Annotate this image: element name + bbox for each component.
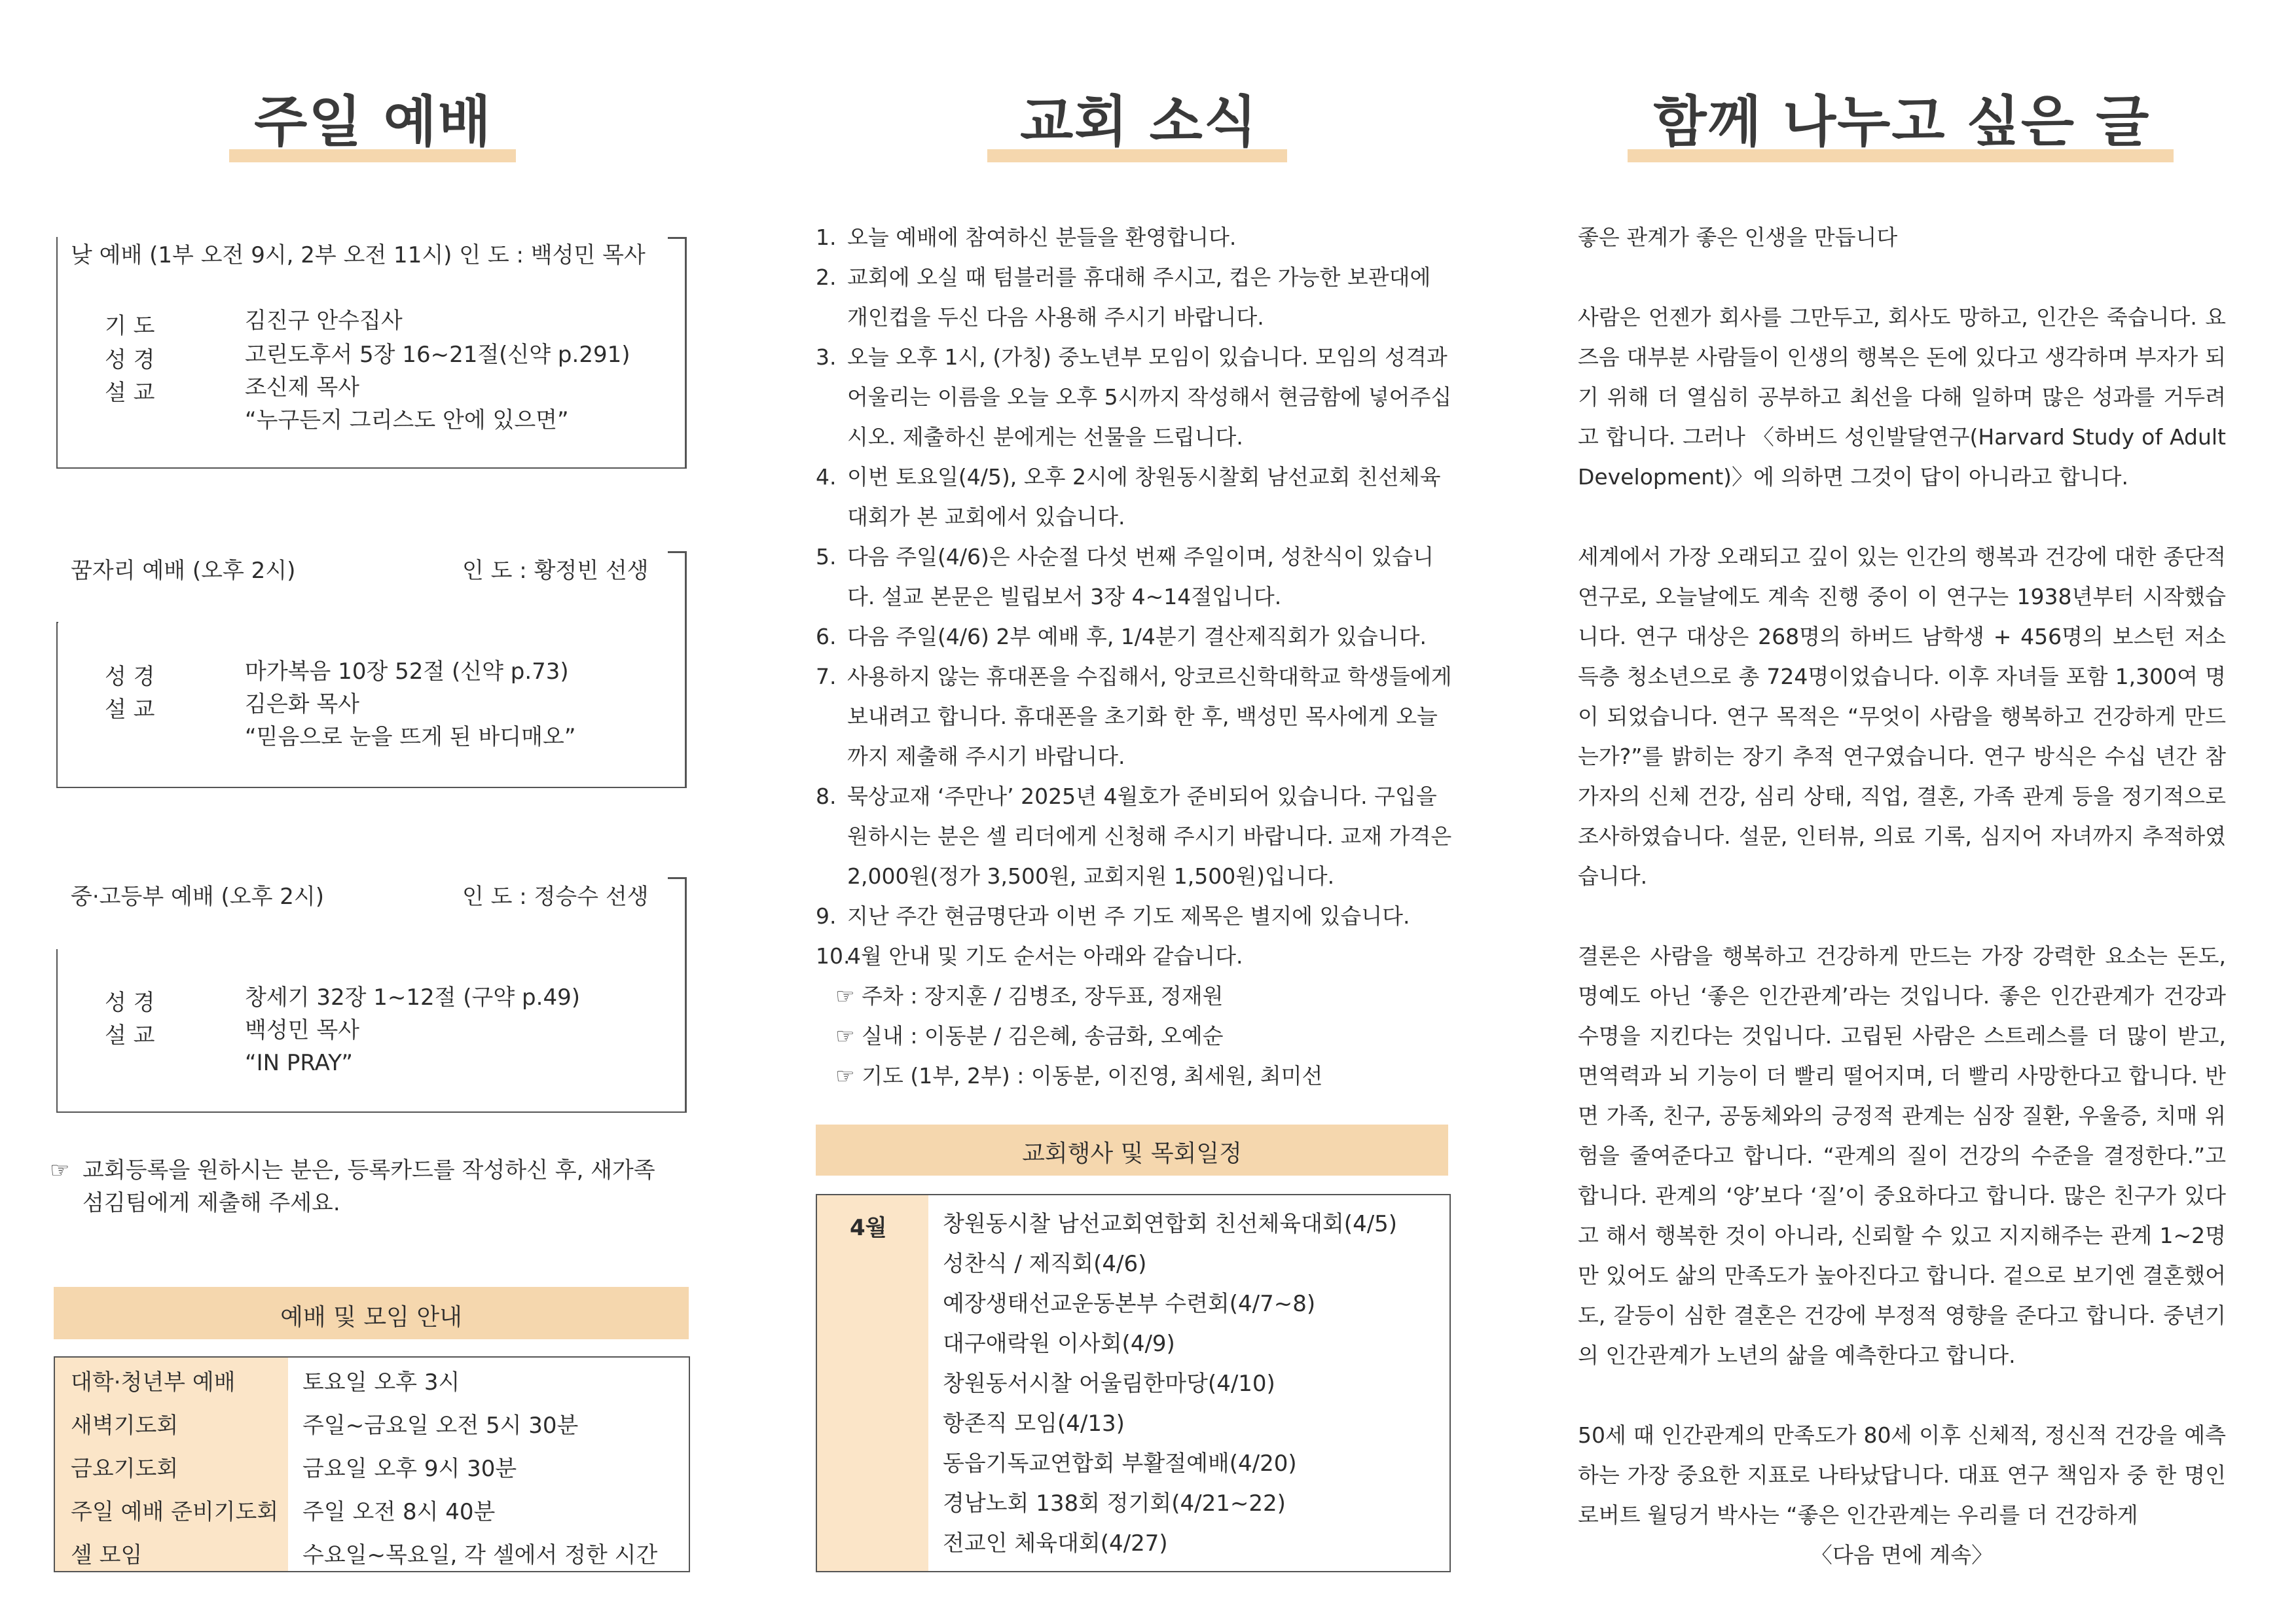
- news-item-line: 대회가 본 교회에서 있습니다.: [847, 504, 1125, 530]
- news-item: [816, 337, 1470, 377]
- news-item-num: 6.: [816, 624, 837, 649]
- news-item-num: 3.: [816, 344, 837, 370]
- events-list: [943, 1204, 1397, 1564]
- news-item-line: 다. 설교 본문은 빌립보서 3장 4~14절입니다.: [847, 584, 1282, 609]
- youth-row-label-scripture: 성 경: [105, 990, 155, 1016]
- news-item: [816, 657, 1470, 696]
- day-worship-heading: 낮 예배 (1부 오전 9시, 2부 오전 11시) 인 도 : 백성민 목사: [71, 242, 646, 268]
- essay-paragraph-2: 세계에서 가장 오래되고 깊이 있는 인간의 행복과 건강에 대한 종단적 연구로, 오늘날에도 계속 진행 중이 이 연구는 1938년부터 시작했습니다. 연구 대상은 268명의 하버드 남학생 + 456명의 보스턴 저소득층 청소년으로 총 724명이었습니다. 이후 자녀들 포함 1,300여 명이 되었습니다. 연구 목적은 “무엇이 사람을 행복하고 건강하게 만드는가?”를 밝히는 장기 추적 연구였습니다. 연구 방식은 수십 년간 참가자의 신체 건강, 심리 상태, 직업, 결혼, 가족 관계 등을 정기적으로 조사하였습니다. 설문, 인터뷰, 의료 기록, 심지어 자녀까지 추적하였습니다.: [1578, 544, 2226, 889]
- event-item: 예장생태선교운동본부 수련회(4/7~8): [943, 1291, 1316, 1317]
- essay-paragraph-4: 50세 때 인간관계의 만족도가 80세 이후 신체적, 정신적 건강을 예측하는 가장 중요한 지표로 나타났답니다. 대표 연구 책임자 중 한 명인 로버트 월딩거 박사는 “좋은 인간관계는 우리를 더 건강하게: [1578, 1422, 2226, 1528]
- news-item-num: 9.: [816, 903, 837, 929]
- news-item: [816, 776, 1470, 816]
- day-row-value-prayer: 김진구 안수집사: [245, 308, 403, 334]
- duty-line: ☞ 기도 (1부, 2부) : 이동분, 이진영, 최세원, 최미선: [835, 1063, 1323, 1089]
- event-item: 경남노회 138회 정기회(4/21~22): [943, 1490, 1286, 1517]
- events-title: 교회행사 및 목회일정: [1022, 1140, 1242, 1167]
- schedule-row-time: 토요일 오후 3시: [302, 1369, 460, 1396]
- news-item-line: 시오. 제출하신 분에게는 선물을 드립니다.: [847, 424, 1243, 450]
- event-item: 대구애락원 이사회(4/9): [943, 1331, 1175, 1357]
- youth-sermon-title: “IN PRAY”: [245, 1050, 354, 1076]
- news-item-line: 보내려고 합니다. 휴대폰을 초기화 한 후, 백성민 목사에게 오늘: [847, 704, 1438, 729]
- schedule-row-time: 주일~금요일 오전 5시 30분: [302, 1413, 579, 1439]
- kids-row-value-scripture: 마가복음 10장 52절 (신약 p.73): [245, 659, 569, 685]
- schedule-row-name: 새벽기도회: [71, 1413, 179, 1439]
- kids-row-label-scripture: 성 경: [105, 664, 155, 690]
- essay-continued: 〈다음 면에 계속〉: [1810, 1542, 1994, 1568]
- youth-row-label-sermon: 설 교: [105, 1022, 155, 1049]
- news-item-line: 사용하지 않는 휴대폰을 수집해서, 앙코르신학대학교 학생들에게: [847, 664, 1452, 689]
- essay-body: [1578, 217, 2226, 1575]
- news-item-num: 8.: [816, 784, 837, 809]
- day-row-label-sermon: 설 교: [105, 380, 155, 406]
- youth-worship-leader: 인 도 : 정승수 선생: [462, 884, 649, 910]
- news-list: [816, 217, 1470, 1096]
- news-item-num: 7.: [816, 664, 837, 689]
- youth-row-value-sermon: 백성민 목사: [245, 1017, 360, 1043]
- news-item-line: 2,000원(정가 3,500원, 교회지원 1,500원)입니다.: [847, 863, 1335, 889]
- news-item-line: 이번 토요일(4/5), 오후 2시에 창원동시찰회 남선교회 친선체육: [847, 464, 1441, 490]
- essay-paragraph-3: 결론은 사람을 행복하고 건강하게 만드는 가장 강력한 요소는 돈도, 명예도 아닌 ‘좋은 인간관계’라는 것입니다. 좋은 인간관계가 건강과 수명을 지킨다는 것입니다. 고립된 사람은 스트레스를 더 많이 받고, 면역력과 뇌 기능이 더 빨리 떨어지며, 더 빨리 사망한다고 합니다. 반면 가족, 친구, 공동체와의 긍정적 관계는 심장 질환, 우울증, 치매 위험을 줄여준다고 합니다. “관계의 질이 건강의 수준을 결정한다.”고 합니다. 관계의 ‘양’보다 ‘질’이 중요하다고 합니다. 많은 친구가 있다고 해서 행복한 것이 아니라, 신뢰할 수 있고 지지해주는 관계 1~2명만 있어도 삶의 만족도가 높아진다고 합니다. 겉으로 보기엔 결혼했어도, 갈등이 심한 결혼은 건강에 부정적 영향을 준다고 합니다. 중년기의 인간관계가 노년의 삶을 예측한다고 합니다.: [1578, 943, 2226, 1368]
- news-item-line: 지난 주간 현금명단과 이번 주 기도 제목은 별지에 있습니다.: [847, 903, 1410, 929]
- news-item-num: 2.: [816, 264, 837, 290]
- news-item: [816, 537, 1470, 577]
- event-item: 성찬식 / 제직회(4/6): [943, 1251, 1147, 1277]
- duty-line: ☞ 주차 : 장지훈 / 김병조, 장두표, 정재원: [835, 983, 1224, 1009]
- news-item: [816, 896, 1470, 936]
- news-item-line: 개인컵을 두신 다음 사용해 주시기 바랍니다.: [847, 304, 1264, 330]
- day-row-label-prayer: 기 도: [105, 313, 155, 339]
- worship-title: 주일 예배: [254, 90, 492, 154]
- event-item: 동읍기독교연합회 부활절예배(4/20): [943, 1451, 1297, 1477]
- kids-worship-heading: 꿈자리 예배 (오후 2시): [71, 558, 296, 584]
- kids-box-left-top: [56, 622, 58, 623]
- day-row-value-scripture: 고린도후서 5장 16~21절(신약 p.291): [245, 342, 630, 368]
- news-item: [816, 257, 1470, 297]
- kids-box-top: [668, 551, 686, 553]
- news-item-num: 5.: [816, 544, 837, 569]
- news-item-line: 4월 안내 및 기도 순서는 아래와 같습니다.: [847, 943, 1243, 969]
- schedule-row-time: 주일 오전 8시 40분: [302, 1499, 496, 1525]
- news-item: [816, 457, 1470, 497]
- schedule-row-time: 금요일 오후 9시 30분: [302, 1456, 517, 1482]
- news-item-line: 다음 주일(4/6)은 사순절 다섯 번째 주일이며, 성찬식이 있습니: [847, 544, 1434, 569]
- schedule-row-name: 금요기도회: [71, 1456, 179, 1482]
- news-item-line: 묵상교재 ‘주만나’ 2025년 4월호가 준비되어 있습니다. 구입을: [847, 784, 1437, 809]
- news-item-line: 교회에 오실 때 텀블러를 휴대해 주시고, 컵은 가능한 보관대에: [847, 264, 1431, 290]
- youth-row-value-scripture: 창세기 32장 1~12절 (구약 p.49): [245, 984, 580, 1011]
- kids-row-label-sermon: 설 교: [105, 696, 155, 723]
- event-item: 창원동시찰 남선교회연합회 친선체육대회(4/5): [943, 1211, 1398, 1237]
- news-item-line: 어울리는 이름을 오늘 오후 5시까지 작성해서 현금함에 넣어주십: [847, 384, 1452, 410]
- events-month: 4월: [850, 1215, 887, 1241]
- essay-heading: 좋은 관계가 좋은 인생을 만듭니다: [1578, 225, 1898, 250]
- duty-line: ☞ 실내 : 이동분 / 김은혜, 송금화, 오예순: [835, 1023, 1224, 1049]
- news-item: [816, 217, 1470, 257]
- notice-line-1: 교회등록을 원하시는 분은, 등록카드를 작성하신 후, 새가족: [82, 1157, 655, 1183]
- schedule-row-name: 주일 예배 준비기도회: [71, 1499, 279, 1525]
- news-item-line: 오늘 예배에 참여하신 분들을 환영합니다.: [847, 225, 1237, 250]
- news-item-num: 10.: [816, 943, 850, 969]
- essay-paragraph-1: 사람은 언젠가 회사를 그만두고, 회사도 망하고, 인간은 죽습니다. 요즈음 대부분 사람들이 인생의 행복은 돈에 있다고 생각하며 부자가 되기 위해 더 열심히 공부하고 최선을 다해 일하며 많은 성과를 거두려고 합니다. 그러나 〈하버드 성인발달연구(Harvard Study of Adult Development)〉에 의하면 그것이 답이 아니라고 합니다.: [1578, 304, 2226, 490]
- notice-line-2: 섬김팀에게 제출해 주세요.: [82, 1190, 340, 1216]
- day-sermon-title: “누구든지 그리스도 안에 있으면”: [245, 407, 569, 433]
- news-item-num: 1.: [816, 225, 837, 250]
- youth-worship-heading: 중·고등부 예배 (오후 2시): [71, 884, 324, 910]
- event-item: 창원동서시찰 어울림한마당(4/10): [943, 1371, 1275, 1397]
- schedule-row-name: 셀 모임: [71, 1542, 143, 1568]
- news-item-line: 오늘 오후 1시, (가칭) 중노년부 모임이 있습니다. 모임의 성격과: [847, 344, 1448, 370]
- news-item: [816, 617, 1470, 657]
- events-month-col: [817, 1195, 928, 1571]
- news-item-num: 4.: [816, 464, 837, 490]
- event-item: 항존직 모임(4/13): [943, 1411, 1125, 1437]
- schedule-row-time: 수요일~목요일, 각 셀에서 정한 시간: [302, 1542, 658, 1568]
- day-worship-box-right: [685, 237, 687, 469]
- youth-box-top: [668, 877, 686, 879]
- notice-mark: ☞: [50, 1157, 70, 1183]
- kids-sermon-title: “믿음으로 눈을 뜨게 된 바디매오”: [245, 724, 576, 750]
- day-row-label-scripture: 성 경: [105, 347, 155, 373]
- schedule-title: 예배 및 모임 안내: [280, 1304, 462, 1331]
- event-item: 전교인 체육대회(4/27): [943, 1530, 1168, 1557]
- kids-row-value-sermon: 김은화 목사: [245, 691, 360, 717]
- news-item-line: 다음 주일(4/6) 2부 예배 후, 1/4분기 결산제직회가 있습니다.: [847, 624, 1427, 649]
- news-title: 교회 소식: [1020, 90, 1258, 154]
- day-row-value-sermon: 조신제 목사: [245, 374, 360, 401]
- day-worship-box-top: [668, 237, 686, 239]
- news-item-line: 원하시는 분은 셀 리더에게 신청해 주시기 바랍니다. 교재 가격은: [847, 823, 1452, 849]
- share-title: 함께 나누고 싶은 글: [1653, 90, 2151, 154]
- schedule-row-name: 대학·청년부 예배: [71, 1369, 236, 1396]
- news-item: [816, 936, 1470, 976]
- news-item-line: 까지 제출해 주시기 바랍니다.: [847, 744, 1125, 769]
- kids-worship-leader: 인 도 : 황정빈 선생: [462, 558, 649, 584]
